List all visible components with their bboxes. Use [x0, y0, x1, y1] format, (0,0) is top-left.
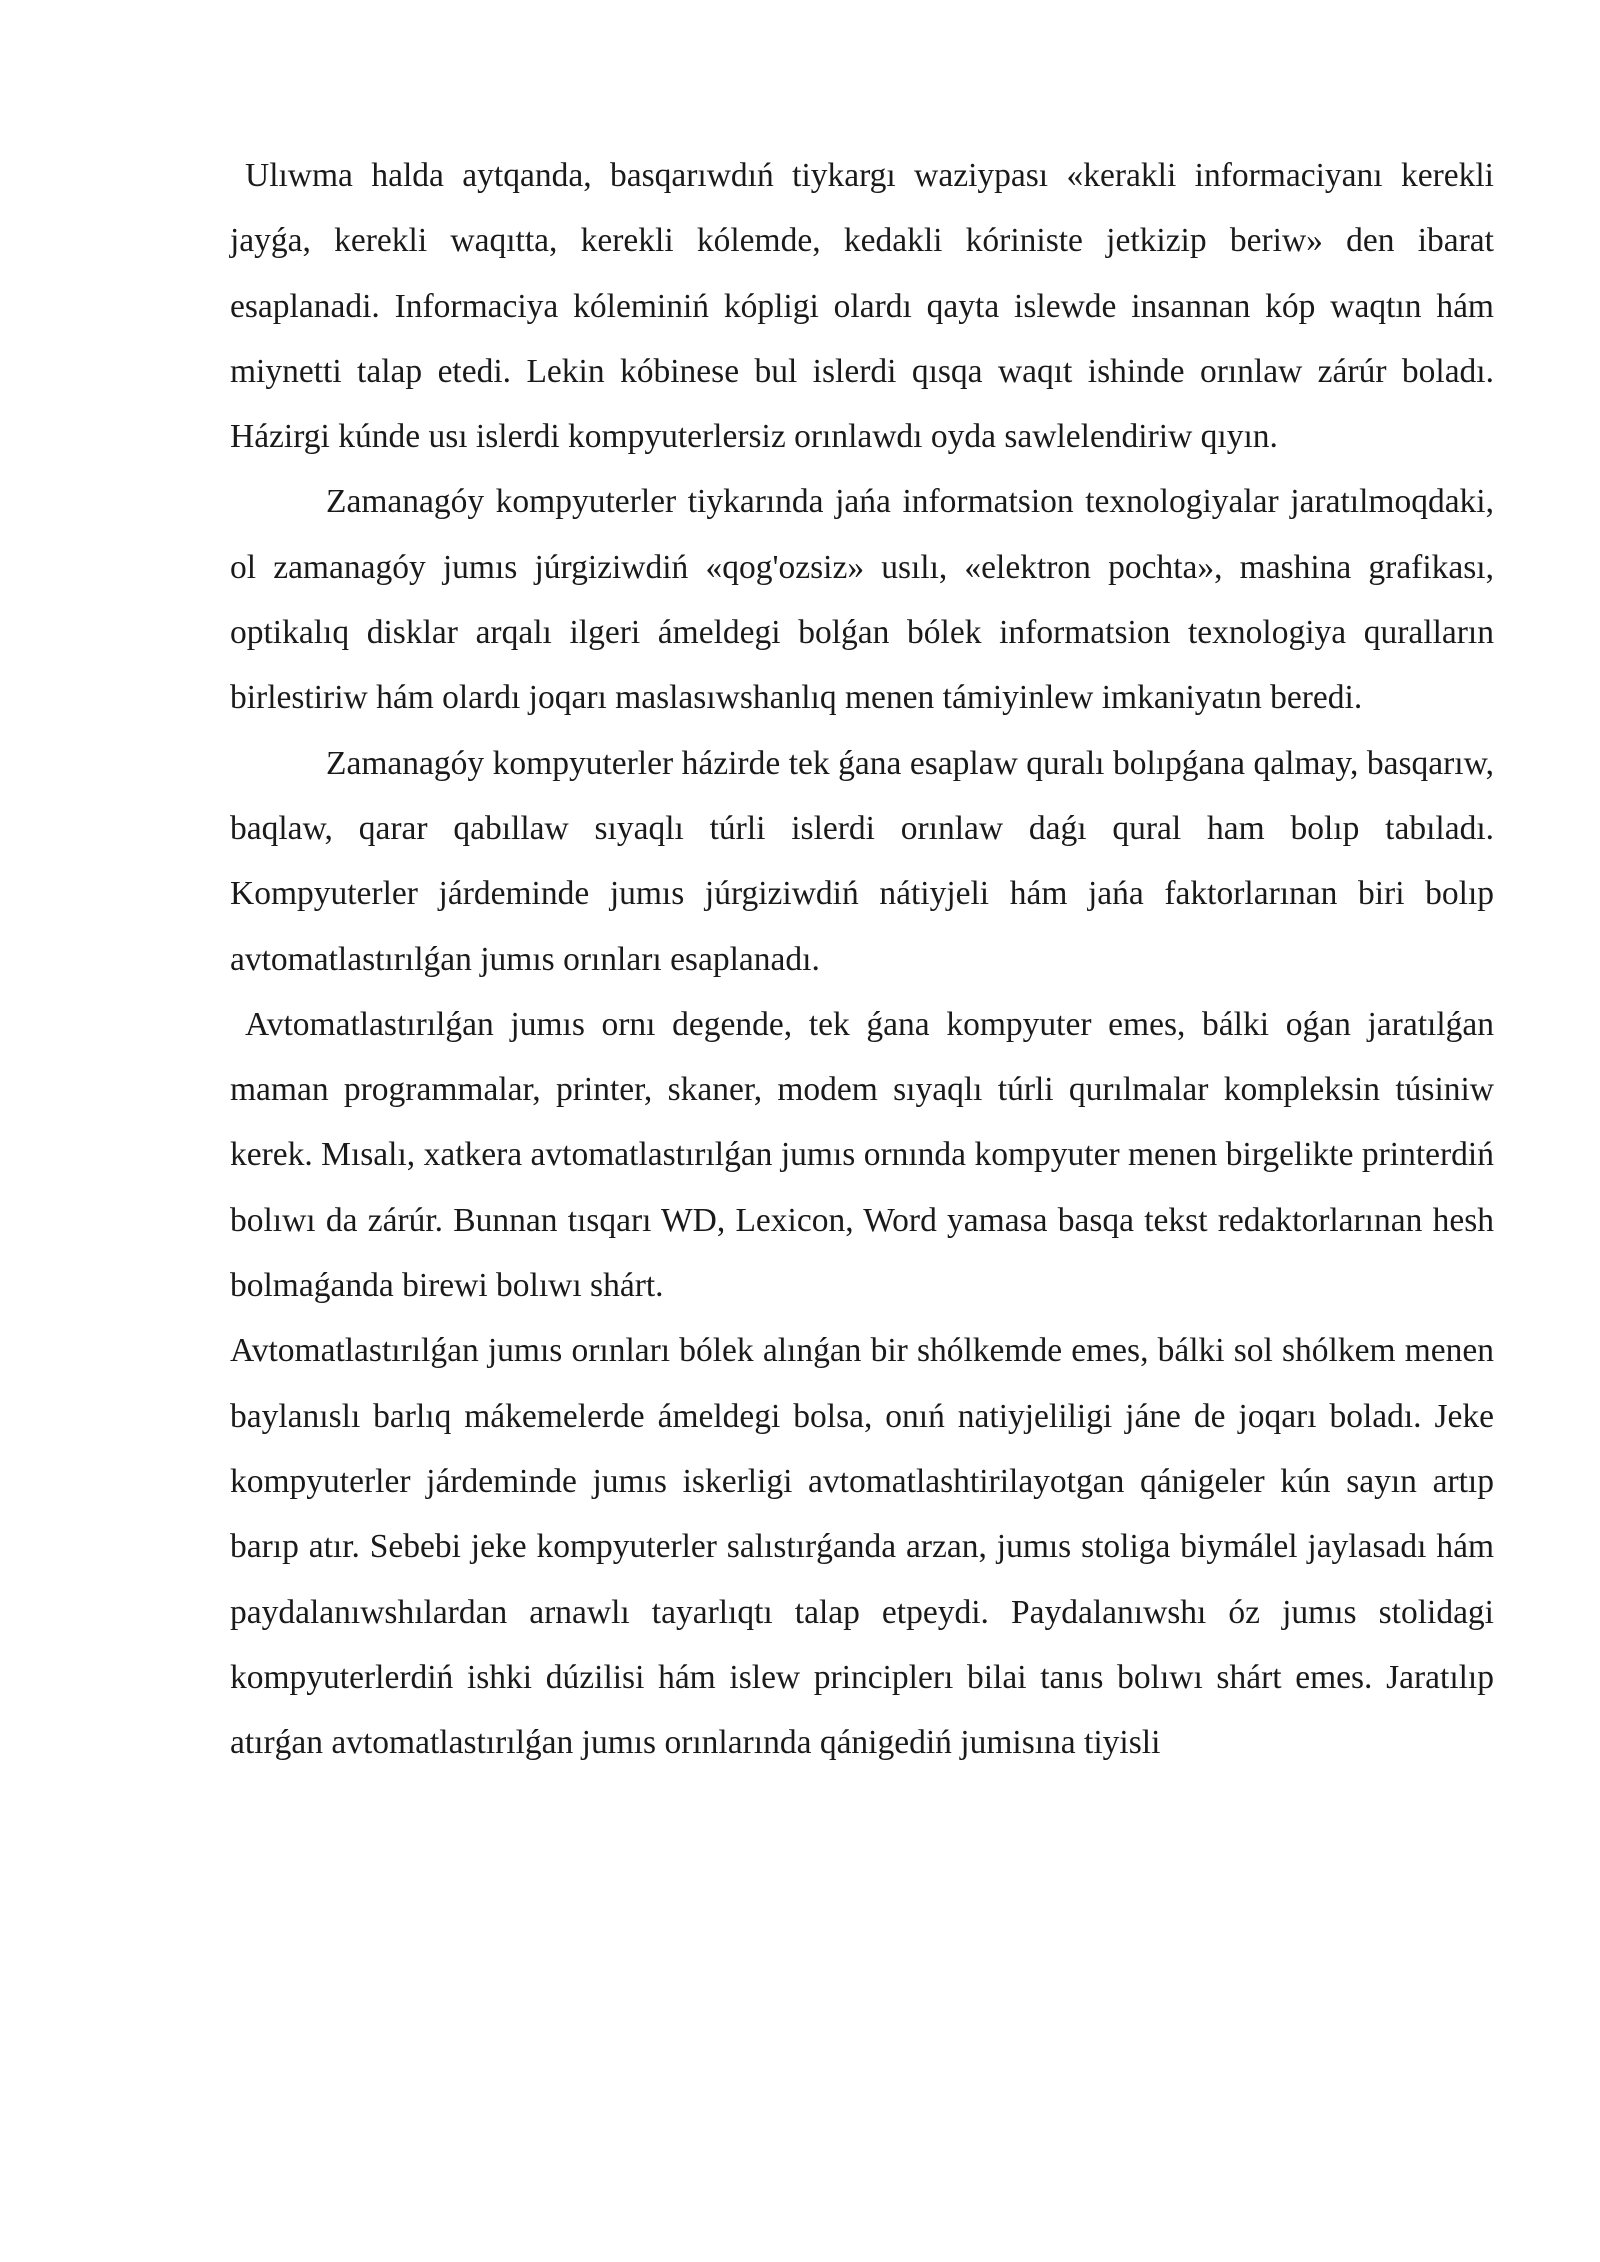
- paragraph-3: Zamanagóy kompyuterler házirde tek ǵana esaplaw quralı bolıpǵana qalmay, basqarıw, baqlaw, qarar qabıllaw sıyaqlı túrli islerdi orınlaw daǵı qural ham bolıp tabıladı. Kompyuterler járdeminde jumıs júrgiziwdiń nátiyjeli hám jańa faktorlarınan biri bolıp avtomatlastırılǵan jumıs orınları esaplanadı.: [230, 744, 1494, 978]
- paragraph-5: Avtomatlastırılǵan jumıs orınları bólek alınǵan bir shólkemde emes, bálki sol shólkem menen baylanıslı barlıq mákemelerde ámeldegi bolsa, onıń natiyjeliligi jáne de joqarı boladı. Jeke kompyuterler járdeminde jumıs iskerligi avtomatlashtirilayotgan qánigeler kún sayın artıp barıp atır. Sebebi jeke kompyuterler salıstırǵanda arzan, jumıs stoliga biymálel jaylasadı hám paydalanıwshılardan arnawlı tayarlıqtı talap etpeydi. Paydalanıwshı óz jumıs stolidagi kompyuterlerdiń ishki dúzilisi hám islew principlerı bilai tanıs bolıwı shárt emes. Jaratılıp atırǵan avtomatlastırılǵan jumıs orınlarında qánigediń jumisına tiyisli: [230, 1332, 1494, 1762]
- paragraph-1: Ulıwma halda aytqanda, basqarıwdıń tiykargı waziypası «kerakli informaciyanı kerekli jayǵa, kerekli waqıtta, kerekli kólemde, kedakli kóriniste jetkizip beriw» den ibarat esaplanadi. Informaciya kóleminiń kópligi olardı qayta islewde insannan kóp waqtın hám miynetti talap etedi. Lekin kóbinese bul islerdi qısqa waqıt ishinde orınlaw zárúr boladı. Házirgi kúnde usı islerdi kompyuterlersiz orınlawdı oyda sawlelendiriw qıyın.: [230, 157, 1494, 456]
- paragraph-2: Zamanagóy kompyuterler tiykarında jańa informatsion texnologiyalar jaratılmoqdaki, ol zamanagóy jumıs júrgiziwdiń «qog'ozsiz» usılı, «elektron pochta», mashina grafikası, optikalıq disklar arqalı ilgeri ámeldegi bolǵan bólek informatsion texnologiya quralların birlestiriw hám olardı joqarı maslasıwshanlıq menen támiyinlew imkaniyatın beredi.: [230, 483, 1494, 717]
- paragraph-4: Avtomatlastırılǵan jumıs ornı degende, tek ǵana kompyuter emes, bálki oǵan jaratılǵan maman programmalar, printer, skaner, modem sıyaqlı túrli qurılmalar kompleksin túsiniw kerek. Mısalı, xatkera avtomatlastırılǵan jumıs ornında kompyuter menen birgelikte printerdiń bolıwı da zárúr. Bunnan tısqarı WD, Lexicon, Word yamasa basqa tekst redaktorlarınan hesh bolmaǵanda birewi bolıwı shárt.: [230, 1005, 1494, 1305]
- document-body: [230, 143, 1494, 1775]
